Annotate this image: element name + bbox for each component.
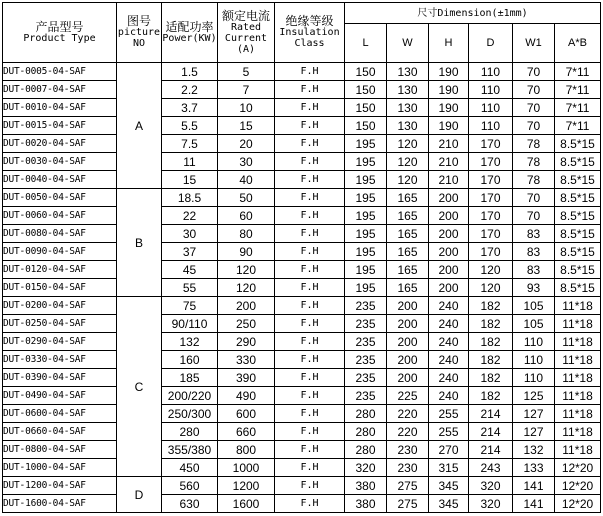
dim-ab-cell: 11*18 <box>555 297 601 315</box>
insulation-cell: F.H <box>275 351 345 369</box>
table-row <box>3 495 601 513</box>
model-cell: DUT-0040-04-SAF <box>3 171 117 189</box>
model-cell: DUT-0030-04-SAF <box>3 153 117 171</box>
dim-ab-cell: 8.5*15 <box>555 261 601 279</box>
dim-h-cell: 255 <box>429 423 469 441</box>
dim-ab-cell: 11*18 <box>555 423 601 441</box>
table-row <box>3 315 601 333</box>
dim-w-cell: 130 <box>387 117 429 135</box>
dim-h-cell: 240 <box>429 315 469 333</box>
power-cell: 45 <box>162 261 218 279</box>
dim-w-cell: 165 <box>387 261 429 279</box>
dim-h-cell: 345 <box>429 477 469 495</box>
dim-ab-cell: 12*20 <box>555 495 601 513</box>
dim-h-cell: 210 <box>429 171 469 189</box>
dim-w-cell: 200 <box>387 369 429 387</box>
header-dim-d: D <box>469 24 513 63</box>
dim-h-cell: 200 <box>429 243 469 261</box>
dim-w1-cell: 105 <box>513 315 555 333</box>
dim-w-cell: 120 <box>387 171 429 189</box>
dim-l-cell: 280 <box>345 423 387 441</box>
model-cell: DUT-0010-04-SAF <box>3 99 117 117</box>
dim-w1-cell: 78 <box>513 171 555 189</box>
table-row <box>3 297 601 315</box>
dim-ab-cell: 8.5*15 <box>555 243 601 261</box>
dim-d-cell: 120 <box>469 279 513 297</box>
power-cell: 30 <box>162 225 218 243</box>
dim-w1-cell: 70 <box>513 207 555 225</box>
dim-l-cell: 150 <box>345 99 387 117</box>
dim-l-cell: 235 <box>345 387 387 405</box>
dim-w-cell: 200 <box>387 315 429 333</box>
dim-l-cell: 195 <box>345 171 387 189</box>
dim-d-cell: 214 <box>469 423 513 441</box>
dim-ab-cell: 11*18 <box>555 405 601 423</box>
dim-w-cell: 220 <box>387 405 429 423</box>
header-dim-l: L <box>345 24 387 63</box>
table-row <box>3 279 601 297</box>
dim-d-cell: 170 <box>469 207 513 225</box>
dim-w1-cell: 70 <box>513 189 555 207</box>
dim-d-cell: 110 <box>469 63 513 81</box>
dim-h-cell: 190 <box>429 63 469 81</box>
table-row <box>3 423 601 441</box>
insulation-cell: F.H <box>275 81 345 99</box>
current-cell: 60 <box>218 207 275 225</box>
table-row <box>3 153 601 171</box>
current-cell: 120 <box>218 261 275 279</box>
model-cell: DUT-0090-04-SAF <box>3 243 117 261</box>
dim-d-cell: 182 <box>469 333 513 351</box>
power-cell: 450 <box>162 459 218 477</box>
insulation-cell: F.H <box>275 441 345 459</box>
dim-h-cell: 200 <box>429 207 469 225</box>
dim-l-cell: 195 <box>345 225 387 243</box>
header-picture: 图号 picture NO <box>117 3 162 63</box>
dim-w1-cell: 110 <box>513 333 555 351</box>
dim-w-cell: 165 <box>387 279 429 297</box>
insulation-cell: F.H <box>275 279 345 297</box>
dim-w-cell: 130 <box>387 99 429 117</box>
dim-d-cell: 170 <box>469 171 513 189</box>
current-cell: 200 <box>218 297 275 315</box>
dim-w1-cell: 93 <box>513 279 555 297</box>
dim-w1-cell: 70 <box>513 81 555 99</box>
power-cell: 22 <box>162 207 218 225</box>
dim-w-cell: 220 <box>387 423 429 441</box>
dim-d-cell: 320 <box>469 477 513 495</box>
dim-d-cell: 320 <box>469 495 513 513</box>
dim-l-cell: 195 <box>345 261 387 279</box>
dim-l-cell: 235 <box>345 297 387 315</box>
dim-ab-cell: 8.5*15 <box>555 207 601 225</box>
dim-l-cell: 380 <box>345 495 387 513</box>
dim-d-cell: 110 <box>469 81 513 99</box>
dim-h-cell: 210 <box>429 135 469 153</box>
table-row <box>3 405 601 423</box>
dim-ab-cell: 12*20 <box>555 459 601 477</box>
current-cell: 1200 <box>218 477 275 495</box>
dim-h-cell: 190 <box>429 81 469 99</box>
spec-table <box>2 2 601 513</box>
power-cell: 90/110 <box>162 315 218 333</box>
dim-w-cell: 225 <box>387 387 429 405</box>
dim-h-cell: 210 <box>429 153 469 171</box>
dim-ab-cell: 11*18 <box>555 315 601 333</box>
header-dimension: 尺寸Dimension(±1mm) <box>345 3 601 24</box>
table-row <box>3 477 601 495</box>
dim-h-cell: 270 <box>429 441 469 459</box>
dim-ab-cell: 7*11 <box>555 63 601 81</box>
dim-ab-cell: 8.5*15 <box>555 171 601 189</box>
model-cell: DUT-0290-04-SAF <box>3 333 117 351</box>
dim-ab-cell: 12*20 <box>555 477 601 495</box>
dim-ab-cell: 11*18 <box>555 441 601 459</box>
model-cell: DUT-0660-04-SAF <box>3 423 117 441</box>
dim-h-cell: 190 <box>429 99 469 117</box>
dim-h-cell: 200 <box>429 261 469 279</box>
dim-w1-cell: 110 <box>513 369 555 387</box>
table-row <box>3 135 601 153</box>
dim-d-cell: 182 <box>469 315 513 333</box>
dim-h-cell: 315 <box>429 459 469 477</box>
power-cell: 280 <box>162 423 218 441</box>
dim-w-cell: 230 <box>387 459 429 477</box>
dim-w1-cell: 83 <box>513 261 555 279</box>
insulation-cell: F.H <box>275 225 345 243</box>
model-cell: DUT-0020-04-SAF <box>3 135 117 153</box>
current-cell: 1600 <box>218 495 275 513</box>
dim-d-cell: 243 <box>469 459 513 477</box>
dim-ab-cell: 7*11 <box>555 99 601 117</box>
current-cell: 20 <box>218 135 275 153</box>
dim-l-cell: 235 <box>345 351 387 369</box>
dim-w1-cell: 78 <box>513 135 555 153</box>
header-dim-w1: W1 <box>513 24 555 63</box>
insulation-cell: F.H <box>275 315 345 333</box>
model-cell: DUT-1200-04-SAF <box>3 477 117 495</box>
model-cell: DUT-0120-04-SAF <box>3 261 117 279</box>
power-cell: 560 <box>162 477 218 495</box>
dim-w-cell: 165 <box>387 189 429 207</box>
model-cell: DUT-0200-04-SAF <box>3 297 117 315</box>
dim-ab-cell: 8.5*15 <box>555 189 601 207</box>
current-cell: 5 <box>218 63 275 81</box>
header-power: 适配功率 Power(KW) <box>162 3 218 63</box>
model-cell: DUT-0150-04-SAF <box>3 279 117 297</box>
model-cell: DUT-0080-04-SAF <box>3 225 117 243</box>
current-cell: 10 <box>218 99 275 117</box>
model-cell: DUT-0600-04-SAF <box>3 405 117 423</box>
current-cell: 90 <box>218 243 275 261</box>
table-row <box>3 369 601 387</box>
dim-h-cell: 240 <box>429 351 469 369</box>
dim-w-cell: 275 <box>387 477 429 495</box>
dim-h-cell: 200 <box>429 225 469 243</box>
dim-l-cell: 235 <box>345 369 387 387</box>
dim-w1-cell: 83 <box>513 225 555 243</box>
insulation-cell: F.H <box>275 459 345 477</box>
current-cell: 30 <box>218 153 275 171</box>
dim-w1-cell: 141 <box>513 495 555 513</box>
current-cell: 290 <box>218 333 275 351</box>
current-cell: 40 <box>218 171 275 189</box>
dim-h-cell: 200 <box>429 279 469 297</box>
table-row <box>3 261 601 279</box>
dim-w-cell: 120 <box>387 153 429 171</box>
dim-d-cell: 182 <box>469 387 513 405</box>
insulation-cell: F.H <box>275 261 345 279</box>
dim-w-cell: 165 <box>387 225 429 243</box>
dim-ab-cell: 11*18 <box>555 387 601 405</box>
power-cell: 18.5 <box>162 189 218 207</box>
picture-cell: A <box>117 63 162 189</box>
table-row <box>3 63 601 81</box>
model-cell: DUT-1600-04-SAF <box>3 495 117 513</box>
dim-d-cell: 120 <box>469 261 513 279</box>
table-row <box>3 387 601 405</box>
dim-h-cell: 240 <box>429 387 469 405</box>
dim-l-cell: 195 <box>345 279 387 297</box>
dim-l-cell: 280 <box>345 405 387 423</box>
power-cell: 5.5 <box>162 117 218 135</box>
dim-w-cell: 165 <box>387 243 429 261</box>
current-cell: 800 <box>218 441 275 459</box>
table-row <box>3 441 601 459</box>
dim-d-cell: 110 <box>469 117 513 135</box>
power-cell: 75 <box>162 297 218 315</box>
dim-h-cell: 240 <box>429 369 469 387</box>
insulation-cell: F.H <box>275 189 345 207</box>
power-cell: 7.5 <box>162 135 218 153</box>
dim-ab-cell: 8.5*15 <box>555 153 601 171</box>
dim-d-cell: 170 <box>469 135 513 153</box>
power-cell: 250/300 <box>162 405 218 423</box>
insulation-cell: F.H <box>275 369 345 387</box>
dim-l-cell: 380 <box>345 477 387 495</box>
dim-ab-cell: 11*18 <box>555 369 601 387</box>
dim-h-cell: 190 <box>429 117 469 135</box>
model-cell: DUT-0007-04-SAF <box>3 81 117 99</box>
current-cell: 330 <box>218 351 275 369</box>
model-cell: DUT-0800-04-SAF <box>3 441 117 459</box>
table-row <box>3 333 601 351</box>
dim-d-cell: 110 <box>469 99 513 117</box>
dim-w1-cell: 132 <box>513 441 555 459</box>
power-cell: 1.5 <box>162 63 218 81</box>
dim-w-cell: 120 <box>387 135 429 153</box>
header-dim-w: W <box>387 24 429 63</box>
dim-w-cell: 275 <box>387 495 429 513</box>
header-dim-ab: A*B <box>555 24 601 63</box>
power-cell: 15 <box>162 171 218 189</box>
dim-w1-cell: 141 <box>513 477 555 495</box>
dim-w1-cell: 105 <box>513 297 555 315</box>
current-cell: 80 <box>218 225 275 243</box>
insulation-cell: F.H <box>275 135 345 153</box>
dim-w-cell: 130 <box>387 63 429 81</box>
dim-l-cell: 195 <box>345 135 387 153</box>
dim-h-cell: 345 <box>429 495 469 513</box>
dim-l-cell: 195 <box>345 207 387 225</box>
dim-d-cell: 182 <box>469 369 513 387</box>
dim-d-cell: 182 <box>469 297 513 315</box>
dim-w1-cell: 78 <box>513 153 555 171</box>
current-cell: 250 <box>218 315 275 333</box>
power-cell: 3.7 <box>162 99 218 117</box>
dim-d-cell: 182 <box>469 351 513 369</box>
insulation-cell: F.H <box>275 405 345 423</box>
dim-ab-cell: 11*18 <box>555 333 601 351</box>
dim-d-cell: 170 <box>469 153 513 171</box>
header-insulation: 绝缘等级 Insulation Class <box>275 3 345 63</box>
insulation-cell: F.H <box>275 333 345 351</box>
current-cell: 390 <box>218 369 275 387</box>
dim-h-cell: 200 <box>429 189 469 207</box>
power-cell: 55 <box>162 279 218 297</box>
dim-w-cell: 200 <box>387 333 429 351</box>
insulation-cell: F.H <box>275 477 345 495</box>
model-cell: DUT-0005-04-SAF <box>3 63 117 81</box>
dim-l-cell: 195 <box>345 243 387 261</box>
current-cell: 15 <box>218 117 275 135</box>
dim-l-cell: 150 <box>345 63 387 81</box>
dim-w1-cell: 110 <box>513 351 555 369</box>
dim-h-cell: 240 <box>429 333 469 351</box>
dim-ab-cell: 8.5*15 <box>555 225 601 243</box>
table-row <box>3 117 601 135</box>
insulation-cell: F.H <box>275 63 345 81</box>
dim-w1-cell: 125 <box>513 387 555 405</box>
dim-h-cell: 255 <box>429 405 469 423</box>
dim-l-cell: 195 <box>345 153 387 171</box>
table-row <box>3 225 601 243</box>
insulation-cell: F.H <box>275 117 345 135</box>
model-cell: DUT-0250-04-SAF <box>3 315 117 333</box>
dim-w1-cell: 83 <box>513 243 555 261</box>
dim-ab-cell: 8.5*15 <box>555 135 601 153</box>
dim-w1-cell: 127 <box>513 405 555 423</box>
current-cell: 490 <box>218 387 275 405</box>
power-cell: 11 <box>162 153 218 171</box>
dim-w1-cell: 127 <box>513 423 555 441</box>
dim-ab-cell: 11*18 <box>555 351 601 369</box>
insulation-cell: F.H <box>275 297 345 315</box>
model-cell: DUT-0050-04-SAF <box>3 189 117 207</box>
insulation-cell: F.H <box>275 171 345 189</box>
dim-l-cell: 280 <box>345 441 387 459</box>
table-header <box>3 3 601 63</box>
power-cell: 630 <box>162 495 218 513</box>
dim-d-cell: 214 <box>469 405 513 423</box>
table-row <box>3 351 601 369</box>
header-current: 额定电流 Rated Current (A) <box>218 3 275 63</box>
dim-w1-cell: 70 <box>513 117 555 135</box>
current-cell: 600 <box>218 405 275 423</box>
insulation-cell: F.H <box>275 423 345 441</box>
dim-l-cell: 150 <box>345 81 387 99</box>
power-cell: 185 <box>162 369 218 387</box>
table-row <box>3 243 601 261</box>
dim-w1-cell: 70 <box>513 99 555 117</box>
dim-w1-cell: 133 <box>513 459 555 477</box>
insulation-cell: F.H <box>275 153 345 171</box>
model-cell: DUT-0490-04-SAF <box>3 387 117 405</box>
current-cell: 660 <box>218 423 275 441</box>
current-cell: 50 <box>218 189 275 207</box>
current-cell: 1000 <box>218 459 275 477</box>
insulation-cell: F.H <box>275 387 345 405</box>
model-cell: DUT-0015-04-SAF <box>3 117 117 135</box>
power-cell: 355/380 <box>162 441 218 459</box>
dim-l-cell: 235 <box>345 333 387 351</box>
table-row <box>3 81 601 99</box>
dim-w-cell: 200 <box>387 297 429 315</box>
insulation-cell: F.H <box>275 207 345 225</box>
power-cell: 160 <box>162 351 218 369</box>
header-dim-h: H <box>429 24 469 63</box>
table-row <box>3 171 601 189</box>
dim-ab-cell: 7*11 <box>555 117 601 135</box>
model-cell: DUT-0390-04-SAF <box>3 369 117 387</box>
dim-w-cell: 165 <box>387 207 429 225</box>
dim-w1-cell: 70 <box>513 63 555 81</box>
insulation-cell: F.H <box>275 99 345 117</box>
table-body <box>3 63 601 513</box>
current-cell: 7 <box>218 81 275 99</box>
table-row <box>3 99 601 117</box>
table-row <box>3 189 601 207</box>
insulation-cell: F.H <box>275 495 345 513</box>
header-model: 产品型号 Product Type <box>3 3 117 63</box>
dim-l-cell: 150 <box>345 117 387 135</box>
dim-l-cell: 195 <box>345 189 387 207</box>
dim-w-cell: 130 <box>387 81 429 99</box>
current-cell: 120 <box>218 279 275 297</box>
table-row <box>3 207 601 225</box>
picture-cell: D <box>117 477 162 513</box>
dim-ab-cell: 7*11 <box>555 81 601 99</box>
dim-w-cell: 230 <box>387 441 429 459</box>
dim-d-cell: 170 <box>469 225 513 243</box>
power-cell: 37 <box>162 243 218 261</box>
dim-h-cell: 240 <box>429 297 469 315</box>
dim-d-cell: 214 <box>469 441 513 459</box>
dim-l-cell: 320 <box>345 459 387 477</box>
dim-ab-cell: 8.5*15 <box>555 279 601 297</box>
dim-w-cell: 200 <box>387 351 429 369</box>
power-cell: 200/220 <box>162 387 218 405</box>
model-cell: DUT-0330-04-SAF <box>3 351 117 369</box>
picture-cell: B <box>117 189 162 297</box>
dim-l-cell: 235 <box>345 315 387 333</box>
model-cell: DUT-1000-04-SAF <box>3 459 117 477</box>
dim-d-cell: 170 <box>469 189 513 207</box>
power-cell: 2.2 <box>162 81 218 99</box>
table-row <box>3 459 601 477</box>
picture-cell: C <box>117 297 162 477</box>
power-cell: 132 <box>162 333 218 351</box>
insulation-cell: F.H <box>275 243 345 261</box>
model-cell: DUT-0060-04-SAF <box>3 207 117 225</box>
dim-d-cell: 170 <box>469 243 513 261</box>
